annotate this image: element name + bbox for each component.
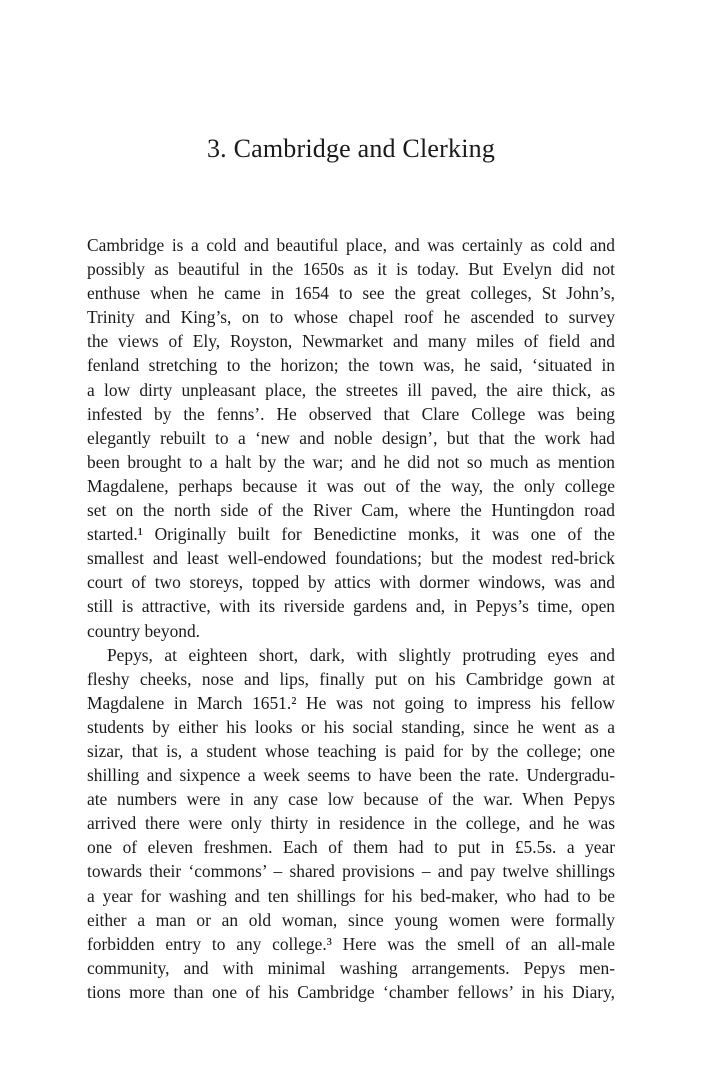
text-line: arrived there were only thirty in residence in the college, and he was xyxy=(87,813,615,834)
text-line: towards their ‘commons’ – shared provisions – and pay twelve shillings xyxy=(87,861,615,882)
text-line: possibly as beautiful in the 1650s as it is today. But Evelyn did not xyxy=(87,259,615,280)
text-line: smallest and least well-endowed foundations; but the modest red-brick xyxy=(87,548,615,569)
chapter-title: 3. Cambridge and Clerking xyxy=(206,134,496,163)
text-line: court of two storeys, topped by attics with dormer windows, was and xyxy=(87,572,615,593)
text-line: Trinity and King’s, on to whose chapel roof he ascended to survey xyxy=(87,307,615,328)
text-line: still is attractive, with its riverside gardens and, in Pepys’s time, open xyxy=(87,596,615,617)
text-line: country beyond. xyxy=(87,620,201,641)
text-line: one of eleven freshmen. Each of them had to put in £5.5s. a year xyxy=(87,837,615,858)
text-line: shilling and sixpence a week seems to have been the rate. Undergradu- xyxy=(87,765,615,786)
text-line: forbidden entry to any college.³ Here was the smell of an all-male xyxy=(87,933,615,954)
paragraph-1 xyxy=(87,233,615,643)
text-line: set on the north side of the River Cam, where the Huntingdon road xyxy=(87,500,615,521)
text-line: a low dirty unpleasant place, the streetes ill paved, the aire thick, as xyxy=(87,379,615,400)
text-line: started.¹ Originally built for Benedictine monks, it was one of the xyxy=(87,524,615,545)
text-line: the views of Ely, Royston, Newmarket and many miles of field and xyxy=(87,331,615,352)
text-line: either a man or an old woman, since young women were formally xyxy=(87,909,615,930)
paragraph-2 xyxy=(87,643,615,1004)
text-line: Magdalene, perhaps because it was out of the way, the only college xyxy=(87,475,615,496)
text-line: Magdalene in March 1651.² He was not going to impress his fellow xyxy=(87,692,615,713)
text-line: elegantly rebuilt to a ‘new and noble design’, but that the work had xyxy=(87,427,615,448)
text-line: tions more than one of his Cambridge ‘chamber fellows’ in his Diary, xyxy=(87,981,615,1002)
text-line: Pepys, at eighteen short, dark, with slightly protruding eyes and xyxy=(107,644,615,665)
text-line: community, and with minimal washing arrangements. Pepys men- xyxy=(87,957,615,978)
text-line: been brought to a halt by the war; and he did not so much as mention xyxy=(87,451,615,472)
body-text xyxy=(87,233,615,1004)
text-line: enthuse when he came in 1654 to see the great colleges, St John’s, xyxy=(87,283,615,304)
text-line: Cambridge is a cold and beautiful place, and was certainly as cold and xyxy=(87,235,615,255)
text-line: fenland stretching to the horizon; the town was, he said, ‘situated in xyxy=(87,355,615,376)
text-line: students by either his looks or his social standing, since he went as a xyxy=(87,716,615,737)
text-line: ate numbers were in any case low because of the war. When Pepys xyxy=(87,789,615,810)
text-line: infested by the fenns’. He observed that Clare College was being xyxy=(87,403,615,424)
text-line: fleshy cheeks, nose and lips, finally put on his Cambridge gown at xyxy=(87,668,615,689)
text-line: sizar, that is, a student whose teaching is paid for by the college; one xyxy=(87,740,615,761)
text-line: a year for washing and ten shillings for his bed-maker, who had to be xyxy=(87,885,615,906)
